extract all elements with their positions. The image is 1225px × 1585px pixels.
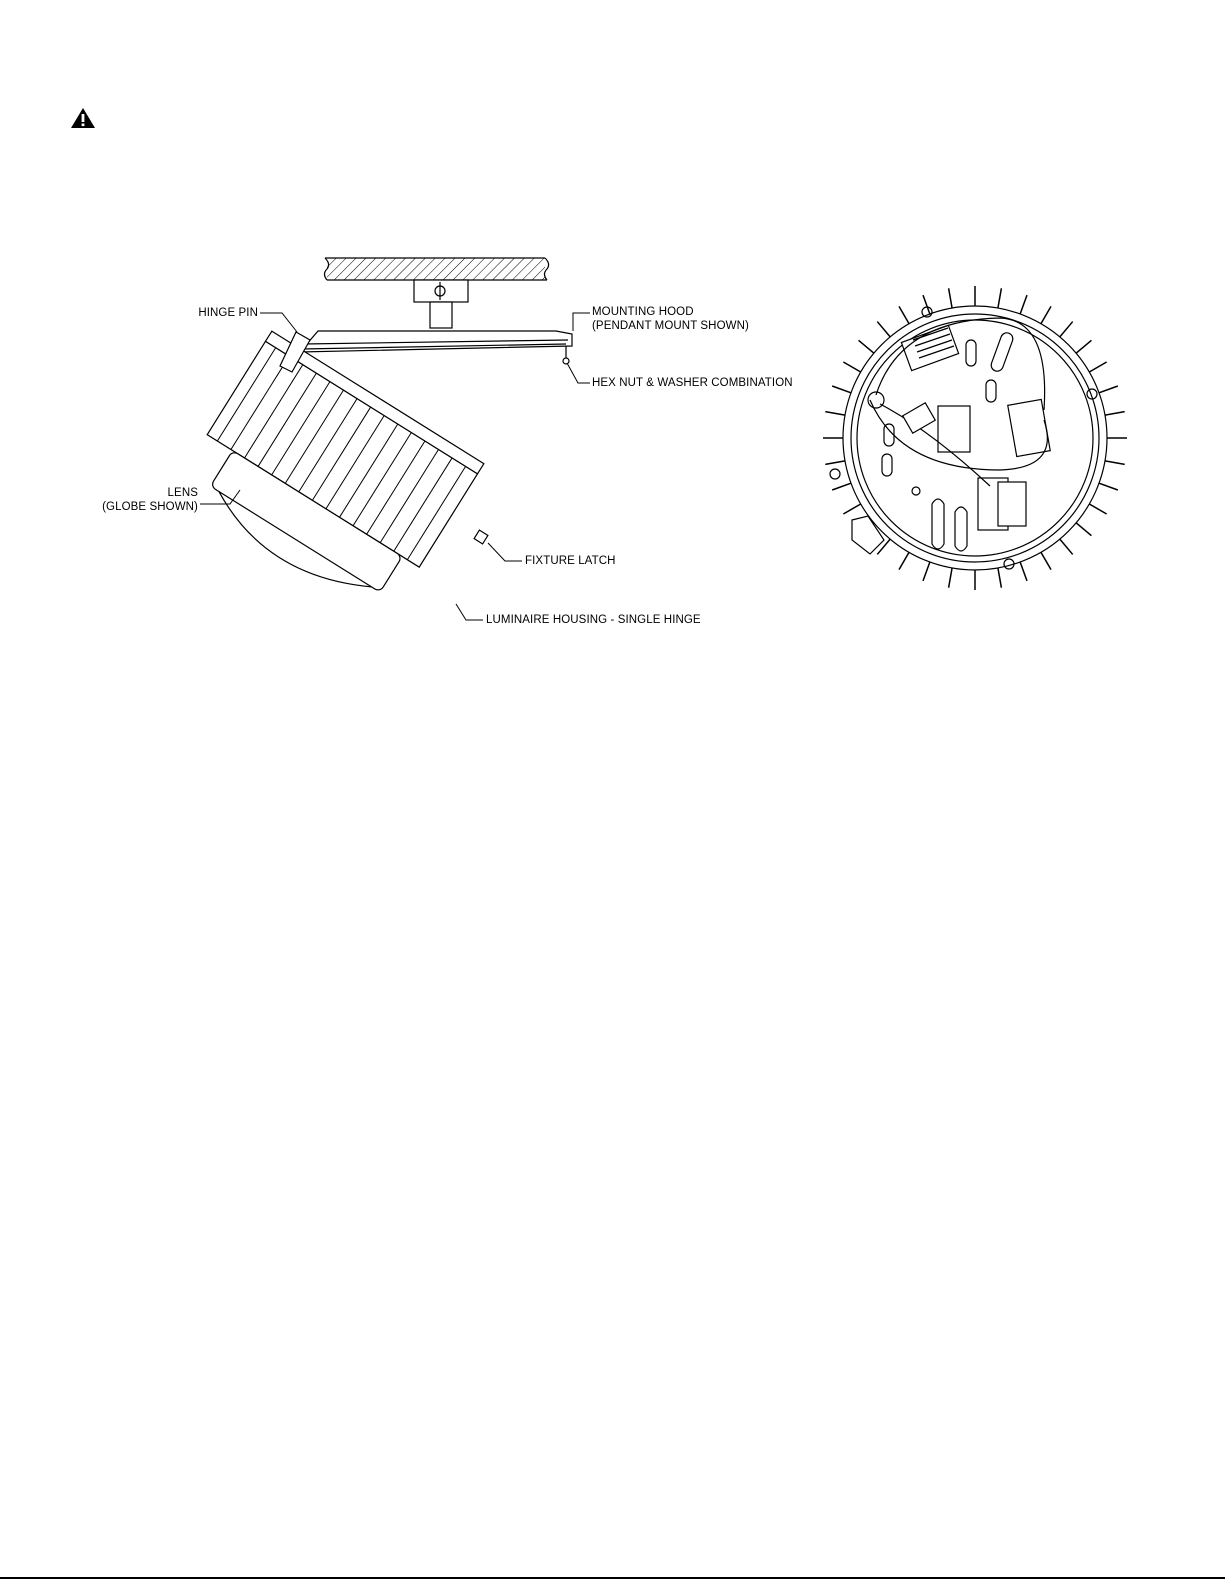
- lens-label: LENS: [167, 487, 198, 499]
- hinge-pin-label: HINGE PIN: [198, 307, 258, 319]
- cooling-fin: [832, 483, 851, 490]
- cooling-fin: [877, 322, 890, 337]
- cooling-fin: [1041, 552, 1051, 569]
- cooling-fin: [843, 362, 860, 372]
- fixture-latch: [474, 530, 488, 544]
- cooling-fin: [843, 504, 860, 514]
- top-view: [823, 286, 1127, 590]
- fixture-latch-label: FIXTURE LATCH: [525, 555, 616, 567]
- cooling-fin: [1105, 412, 1125, 415]
- cooling-fin: [825, 412, 845, 415]
- cooling-fin: [923, 295, 930, 314]
- luminaire-housing-label: LUMINAIRE HOUSING - SINGLE HINGE: [486, 614, 701, 626]
- cooling-fin: [949, 568, 952, 588]
- cooling-fin: [1020, 295, 1027, 314]
- pendant-bracket: [414, 280, 468, 328]
- hex-nut-label: HEX NUT & WASHER COMBINATION: [592, 377, 793, 389]
- page-bottom-rule: [0, 1577, 1225, 1579]
- cooling-fin: [1076, 523, 1091, 536]
- cooling-fin: [1099, 386, 1118, 393]
- cooling-fin: [1020, 562, 1027, 581]
- mounting-hood-sublabel: (PENDANT MOUNT SHOWN): [592, 320, 749, 332]
- cooling-fin: [899, 552, 909, 569]
- cooling-fin: [1060, 322, 1073, 337]
- lens-sublabel: (GLOBE SHOWN): [102, 501, 198, 513]
- cooling-fin: [832, 386, 851, 393]
- cooling-fin: [1089, 504, 1106, 514]
- cooling-fin: [1076, 340, 1091, 353]
- cooling-fin: [1089, 362, 1106, 372]
- luminaire-housing: [172, 331, 484, 623]
- cooling-fin: [859, 340, 874, 353]
- cooling-fin: [1060, 539, 1073, 554]
- cooling-fin: [899, 306, 909, 323]
- mounting-hood-label: MOUNTING HOOD: [592, 306, 694, 318]
- cooling-fin: [1099, 483, 1118, 490]
- cooling-fin: [1041, 306, 1051, 323]
- cooling-fin: [923, 562, 930, 581]
- ceiling: [325, 258, 549, 280]
- cooling-fin: [949, 288, 952, 308]
- mounting-hood: [300, 331, 572, 364]
- cooling-fin: [998, 568, 1001, 588]
- cooling-fin: [1105, 461, 1125, 464]
- cooling-fin: [998, 288, 1001, 308]
- cooling-fin: [825, 461, 845, 464]
